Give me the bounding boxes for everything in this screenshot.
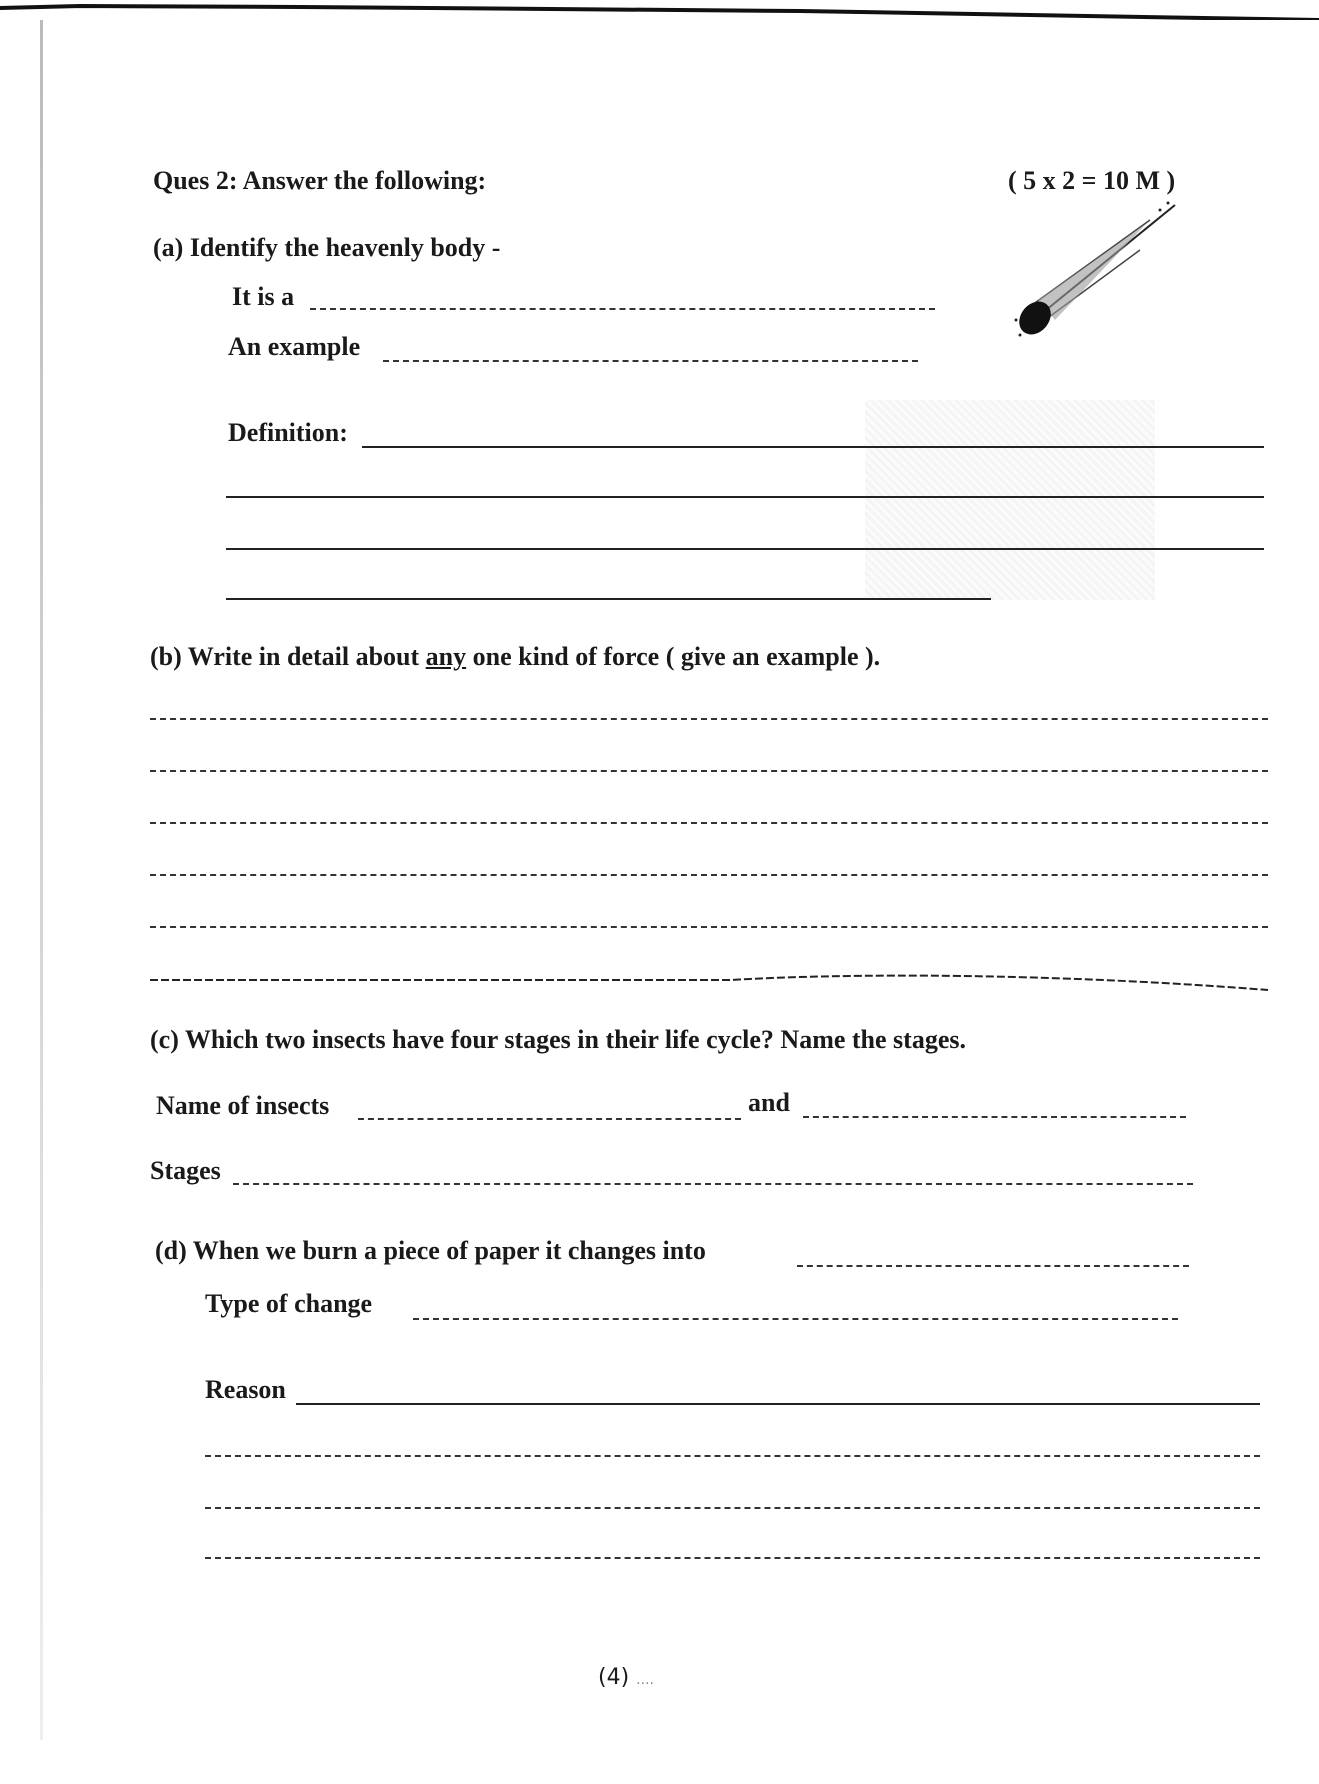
answer-line-reason-3[interactable] <box>205 1507 1260 1509</box>
comet-icon <box>1010 195 1185 345</box>
answer-line-definition-2[interactable] <box>226 496 1264 498</box>
answer-line-b-5[interactable] <box>150 926 1268 928</box>
page-continuation: .... <box>636 1672 654 1688</box>
answer-line-b-1[interactable] <box>150 718 1268 720</box>
page-number-value: (4) <box>598 1665 630 1690</box>
answer-line-reason-4[interactable] <box>205 1557 1260 1559</box>
label-reason: Reason <box>205 1375 286 1404</box>
answer-line-insect-2[interactable] <box>803 1116 1186 1118</box>
answer-line-type-of-change[interactable] <box>413 1318 1178 1320</box>
answer-line-changes-into[interactable] <box>797 1265 1189 1267</box>
answer-line-b-6[interactable] <box>150 965 1270 995</box>
part-d-title: (d) When we burn a piece of paper it changes into <box>155 1236 706 1265</box>
part-b-title <box>150 644 880 670</box>
answer-line-it-is-a[interactable] <box>310 308 935 310</box>
answer-line-b-4[interactable] <box>150 874 1268 876</box>
answer-line-reason-1[interactable] <box>296 1403 1260 1405</box>
label-and: and <box>748 1088 790 1117</box>
part-a-title: (a) Identify the heavenly body - <box>153 233 501 262</box>
label-it-is-a: It is a <box>232 282 295 311</box>
part-b-title-suffix: one kind of force ( give an example ). <box>472 642 881 671</box>
part-c-title: (c) Which two insects have four stages in their life cycle? Name the stages. <box>150 1025 966 1054</box>
part-b-title-emphasis: any <box>425 642 467 671</box>
label-stages: Stages <box>150 1156 221 1185</box>
label-name-of-insects: Name of insects <box>156 1091 330 1120</box>
label-definition: Definition: <box>228 418 348 447</box>
answer-line-definition-4[interactable] <box>226 598 991 600</box>
label-an-example: An example <box>228 332 361 361</box>
answer-line-stages[interactable] <box>233 1183 1193 1185</box>
answer-line-definition-3[interactable] <box>226 548 1264 550</box>
answer-line-insect-1[interactable] <box>358 1118 741 1120</box>
scan-border-left <box>40 20 43 1740</box>
answer-line-definition-1[interactable] <box>362 446 1264 448</box>
answer-line-b-2[interactable] <box>150 770 1268 772</box>
question-heading: Ques 2: Answer the following: <box>153 166 487 195</box>
answer-line-example[interactable] <box>383 360 918 362</box>
answer-line-reason-2[interactable] <box>205 1455 1260 1457</box>
page-number <box>598 1665 654 1690</box>
scan-border-top <box>0 0 1319 20</box>
answer-line-b-3[interactable] <box>150 822 1268 824</box>
part-b-title-prefix: (b) Write in detail about <box>150 642 420 671</box>
question-marks: ( 5 x 2 = 10 M ) <box>1008 166 1176 195</box>
scan-speckle-noise <box>865 400 1155 600</box>
label-type-of-change: Type of change <box>205 1289 373 1318</box>
